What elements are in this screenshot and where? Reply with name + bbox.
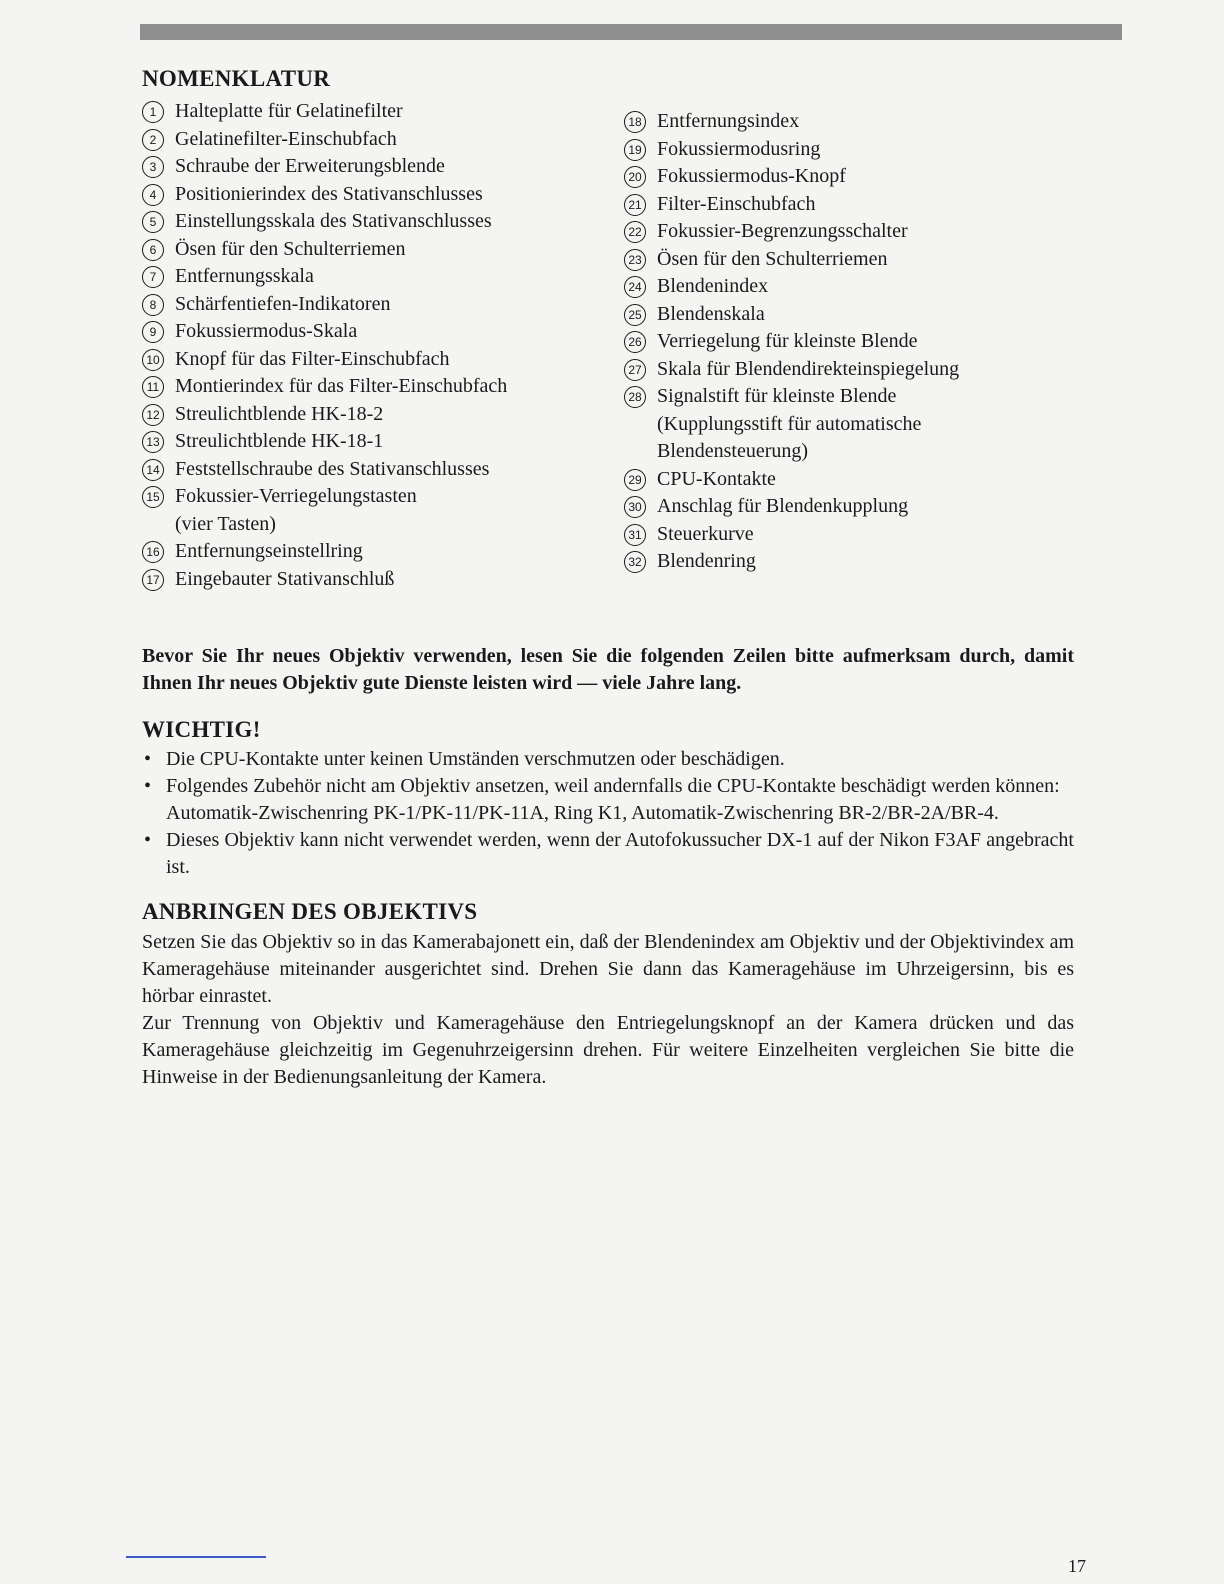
wichtig-bullet-text: Folgendes Zubehör nicht am Objektiv ansetzen, weil andernfalls die CPU-Kontakte beschädigt werden können: (166, 775, 1060, 797)
nomenklatur-item (142, 208, 612, 236)
nomenklatur-item (142, 181, 612, 209)
nomenklatur-item-label: Streulichtblende HK-18-2 (175, 402, 384, 425)
circled-number-icon: 17 (142, 569, 164, 591)
nomenklatur-item (142, 153, 612, 181)
circled-number-icon: 19 (624, 139, 646, 161)
nomenklatur-columns (142, 98, 1074, 593)
nomenklatur-item (624, 328, 1074, 356)
circled-number-icon: 16 (142, 541, 164, 563)
nomenklatur-item (624, 273, 1074, 301)
bullet-icon: • (144, 748, 152, 770)
circled-number-icon: 29 (624, 469, 646, 491)
nomenklatur-item-label: Schraube der Erweiterungsblende (175, 155, 445, 177)
nomenklatur-item-label: Entfernungsskala (175, 265, 314, 287)
page-number: 17 (1068, 1556, 1086, 1576)
anbringen-paragraph: Setzen Sie das Objektiv so in das Kamerabajonett ein, daß der Blendenindex am Objektiv und der Objektivindex am Kameragehäuse miteinander ausgerichtet sind. Drehen Sie dann das Kameragehäuse im Uhrzeigersinn, bis es hörbar einrastet. (142, 931, 1074, 1007)
wichtig-bullet-detail: Automatik-Zwischenring PK-1/PK-11/PK-11A, Ring K1, Automatik-Zwischenring BR-2/BR-2A/BR-4. (166, 802, 999, 824)
nomenklatur-item-label: Filter-Einschubfach (657, 192, 816, 215)
nomenklatur-item-label: Einstellungsskala des Stativanschlusses (175, 210, 492, 232)
page-content (142, 66, 1074, 1091)
circled-number-icon: 23 (624, 249, 646, 271)
nomenklatur-item-label: Skala für Blendendirekteinspiegelung (657, 357, 960, 380)
circled-number-icon: 10 (142, 349, 164, 371)
nomenklatur-item (142, 263, 612, 291)
nomenklatur-item (142, 318, 612, 346)
circled-number-icon: 32 (624, 551, 646, 573)
nomenklatur-item-label: Fokussiermodus-Knopf (657, 165, 846, 187)
nomenklatur-item-label: Fokussier-Verriegelungstasten (vier Tasten) (175, 485, 417, 535)
nomenklatur-item-label: Signalstift für kleinste Blende (Kupplungsstift für automatische Blendensteuerung) (657, 385, 922, 462)
nomenklatur-item-label: Fokussier-Begrenzungsschalter (657, 220, 908, 242)
nomenklatur-item (142, 126, 612, 154)
circled-number-icon: 13 (142, 431, 164, 453)
nomenklatur-item (142, 346, 612, 374)
nomenklatur-item-label: Halteplatte für Gelatinefilter (175, 100, 403, 122)
nomenklatur-item (624, 163, 1074, 191)
nomenklatur-item-label: Blendenskala (657, 302, 765, 325)
nomenklatur-item-label: Schärfentiefen-Indikatoren (175, 292, 391, 315)
wichtig-title: WICHTIG! (142, 717, 261, 742)
intro-text: Bevor Sie Ihr neues Objektiv verwenden, lesen Sie die folgenden Zeilen bitte aufmerksam durch, damit Ihnen Ihr neues Objektiv gute Dienste leisten wird — viele Jahre lang. (142, 645, 1074, 694)
nomenklatur-item (624, 548, 1074, 576)
circled-number-icon: 7 (142, 266, 164, 288)
bottom-rule (126, 1556, 266, 1558)
nomenklatur-item-label: Eingebauter Stativanschluß (175, 567, 395, 590)
nomenklatur-item (624, 521, 1074, 549)
circled-number-icon: 22 (624, 221, 646, 243)
nomenklatur-left-list (142, 98, 612, 593)
nomenklatur-item (142, 456, 612, 484)
wichtig-list (142, 746, 1074, 881)
anbringen-title: ANBRINGEN DES OBJEKTIVS (142, 899, 478, 924)
circled-number-icon: 9 (142, 321, 164, 343)
nomenklatur-item (142, 566, 612, 594)
nomenklatur-item-label: Feststellschraube des Stativanschlusses (175, 457, 490, 480)
nomenklatur-right-list (624, 98, 1074, 593)
nomenklatur-item-label: Ösen für den Schulterriemen (657, 247, 888, 270)
nomenklatur-item (142, 538, 612, 566)
circled-number-icon: 30 (624, 496, 646, 518)
circled-number-icon: 3 (142, 156, 164, 178)
nomenklatur-item-label: Steuerkurve (657, 522, 754, 545)
nomenklatur-item-label: Positionierindex des Stativanschlusses (175, 182, 483, 205)
nomenklatur-item (142, 98, 612, 126)
nomenklatur-item (624, 108, 1074, 136)
bullet-icon: • (144, 829, 152, 851)
nomenklatur-item (624, 246, 1074, 274)
circled-number-icon: 4 (142, 184, 164, 206)
circled-number-icon: 15 (142, 486, 164, 508)
nomenklatur-item-label: Knopf für das Filter-Einschubfach (175, 347, 450, 370)
nomenklatur-item (142, 291, 612, 319)
circled-number-icon: 31 (624, 524, 646, 546)
circled-number-icon: 27 (624, 359, 646, 381)
nomenklatur-title: NOMENKLATUR (142, 66, 331, 91)
circled-number-icon: 5 (142, 211, 164, 233)
nomenklatur-item-label: Entfernungseinstellring (175, 540, 363, 562)
nomenklatur-item (142, 401, 612, 429)
nomenklatur-item-label: Fokussiermodus-Skala (175, 320, 358, 342)
nomenklatur-item (624, 136, 1074, 164)
nomenklatur-item-label: CPU-Kontakte (657, 467, 776, 490)
anbringen-paragraph: Zur Trennung von Objektiv und Kameragehäuse den Entriegelungsknopf an der Kamera drücken und das Kameragehäuse gleichzeitig im Gegenuhrzeigersinn drehen. Für weitere Einzelheiten vergleichen Sie bitte die Hinweise in der Bedienungsanleitung der Kamera. (142, 1012, 1074, 1088)
circled-number-icon: 18 (624, 111, 646, 133)
wichtig-bullet (142, 827, 1074, 881)
nomenklatur-item-label: Blendenring (657, 550, 756, 572)
nomenklatur-item-label: Entfernungsindex (657, 110, 800, 132)
nomenklatur-item-label: Anschlag für Blendenkupplung (657, 495, 909, 517)
nomenklatur-item-label: Ösen für den Schulterriemen (175, 237, 406, 260)
nomenklatur-item-label: Fokussiermodusring (657, 137, 821, 160)
nomenklatur-item (142, 428, 612, 456)
circled-number-icon: 6 (142, 239, 164, 261)
wichtig-bullet (142, 746, 1074, 773)
circled-number-icon: 25 (624, 304, 646, 326)
nomenklatur-item (624, 466, 1074, 494)
wichtig-bullet (142, 773, 1074, 827)
circled-number-icon: 24 (624, 276, 646, 298)
nomenklatur-item (624, 383, 1074, 466)
nomenklatur-item (624, 493, 1074, 521)
circled-number-icon: 2 (142, 129, 164, 151)
nomenklatur-item (142, 236, 612, 264)
circled-number-icon: 12 (142, 404, 164, 426)
nomenklatur-item-label: Montierindex für das Filter-Einschubfach (175, 375, 508, 397)
circled-number-icon: 20 (624, 166, 646, 188)
nomenklatur-item-label: Verriegelung für kleinste Blende (657, 330, 918, 352)
circled-number-icon: 21 (624, 194, 646, 216)
bullet-icon: • (144, 775, 152, 797)
circled-number-icon: 1 (142, 101, 164, 123)
circled-number-icon: 14 (142, 459, 164, 481)
nomenklatur-item (624, 218, 1074, 246)
nomenklatur-item (142, 483, 612, 538)
circled-number-icon: 28 (624, 386, 646, 408)
nomenklatur-item-label: Streulichtblende HK-18-1 (175, 430, 384, 452)
nomenklatur-item (624, 191, 1074, 219)
nomenklatur-item (142, 373, 612, 401)
nomenklatur-item (624, 356, 1074, 384)
nomenklatur-item (624, 301, 1074, 329)
circled-number-icon: 26 (624, 331, 646, 353)
circled-number-icon: 8 (142, 294, 164, 316)
circled-number-icon: 11 (142, 376, 164, 398)
wichtig-bullet-text: Die CPU-Kontakte unter keinen Umständen verschmutzen oder beschädigen. (166, 748, 785, 770)
nomenklatur-item-label: Blendenindex (657, 275, 769, 297)
header-bar (140, 24, 1122, 40)
wichtig-bullet-text: Dieses Objektiv kann nicht verwendet werden, wenn der Autofokussucher DX-1 auf der Nikon F3AF angebracht ist. (166, 829, 1074, 878)
nomenklatur-item-label: Gelatinefilter-Einschubfach (175, 127, 397, 150)
